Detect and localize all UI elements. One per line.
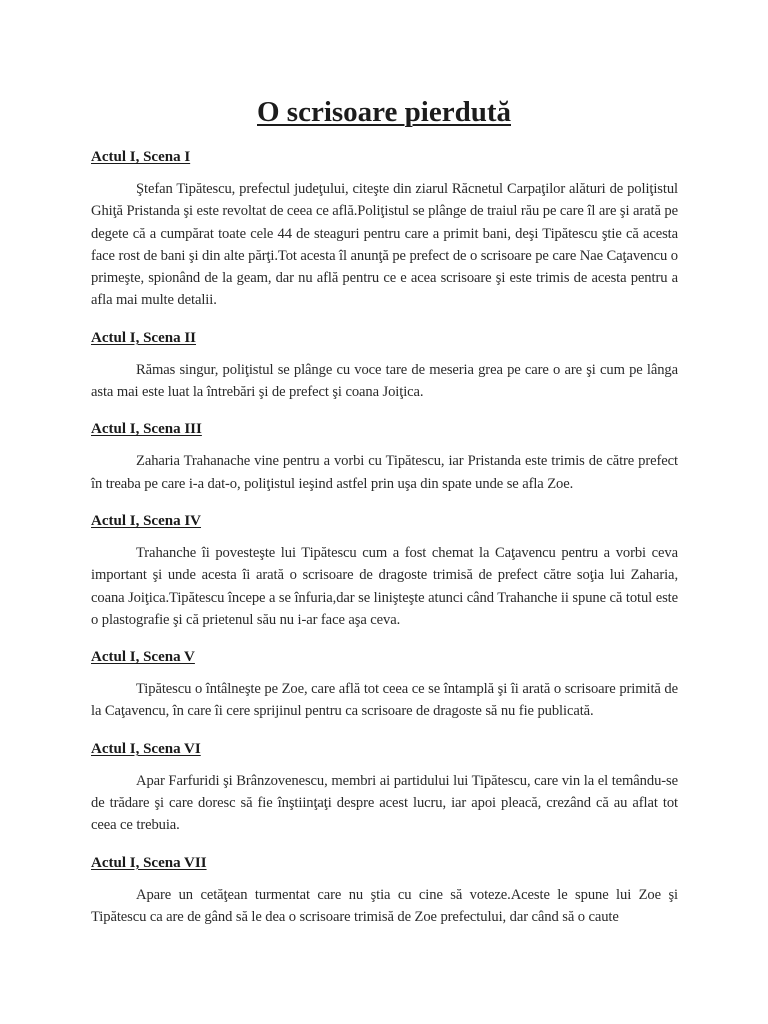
scene-section [91, 738, 678, 837]
scene-paragraph: Ştefan Tipătescu, prefectul judeţului, citeşte din ziarul Răcnetul Carpaţilor alături de poliţistul Ghiţă Pristanda şi este revoltat de ceea ce află.Poliţistul se plânge de traiul rău pe care îl are şi arată pe degete că a cumpărat toate cele 44 de steaguri pentru care a primit bani, deşi Tipătescu ştie că acesta face rost de bani şi din alte părţi.Tot acesta îl anunţă pe prefect de o scrisoare pe care Nae Caţavencu o primeşte, spionând de la geam, dar nu află pentru ce e acea scrisoare şi este trimis de acesta pentru a afla mai multe detalii. [91, 181, 678, 309]
scene-heading: Actul I, Scena V [91, 649, 195, 666]
scene-section [91, 646, 678, 723]
document-body [91, 146, 678, 943]
scene-heading: Actul I, Scena III [91, 421, 202, 438]
scene-heading: Actul I, Scena I [91, 149, 191, 165]
document-title-text: O scrisoare pierdută [257, 96, 511, 128]
scene-heading: Actul I, Scena IV [91, 512, 202, 529]
scene-paragraph: Tipătescu o întâlneşte pe Zoe, care află tot ceea ce se întamplă şi îi arată o scrisoare primită de la Caţavencu, în care îi cere sprijinul pentru ca scrisoare de dragoste să nu fie publicată. [91, 681, 678, 720]
scene-heading: Actul I, Scena VII [91, 854, 207, 871]
scene-heading: Actul I, Scena VI [91, 740, 201, 757]
document-title [0, 94, 768, 130]
scene-section [91, 146, 678, 312]
scene-heading: Actul I, Scena II [91, 329, 197, 346]
scene-paragraph: Zaharia Trahanache vine pentru a vorbi cu Tipătescu, iar Pristanda este trimis de către prefect în treaba pe care i-a dat-o, poliţistul ieşind astfel prin uşa din spate unde se afla Zoe. [91, 453, 678, 492]
scene-paragraph: Apar Farfuridi şi Brânzovenescu, membri ai partidului lui Tipătescu, care vin la el temându-se de trădare şi care doresc să fie înştiinţaţi despre acest lucru, iar apoi pleacă, crezând că au aflat tot ceea ce trebuia. [91, 772, 678, 834]
scene-paragraph: Rămas singur, poliţistul se plânge cu voce tare de meseria grea pe care o are şi cum pe lânga asta mai este luat la întrebări şi de prefect şi coana Joiţica. [91, 361, 678, 401]
scene-section [91, 510, 678, 631]
scene-section [91, 418, 678, 495]
scene-section [91, 327, 678, 404]
scene-paragraph: Trahanche îi povesteşte lui Tipătescu cum a fost chemat la Caţavencu pentru a vorbi ceva important şi unde acesta îi arată o scrisoare de dragoste trimisă de prefect către soţia lui Zaharia, coana Joiţica.Tipătescu începe a se înfuria,dar se linişteşte atunci când Trahanche ii spune că totul este o plastografie şi că prietenul său nu i-ar face aşa ceva. [91, 544, 678, 628]
scene-paragraph: Apare un cetăţean turmentat care nu ştia cu cine să voteze.Aceste le spune lui Zoe şi Tipătescu ca are de gând să le dea o scrisoare trimisă de Zoe prefectului, dar când să o caute [91, 886, 678, 925]
scene-section [91, 852, 678, 929]
